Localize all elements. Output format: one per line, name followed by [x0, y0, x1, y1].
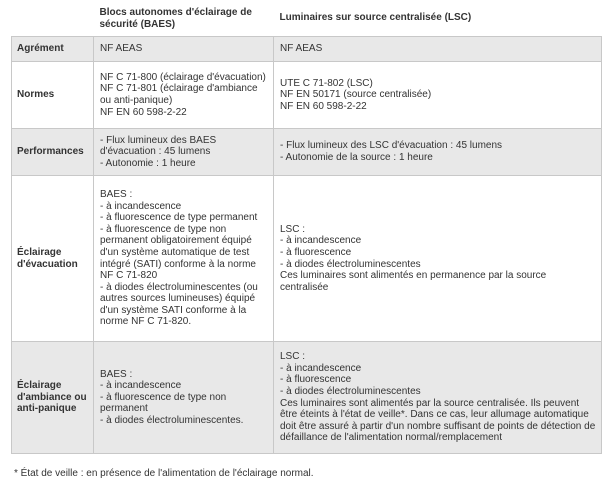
- cell-line: - à incandescence: [100, 380, 182, 392]
- cell-baes: [94, 342, 274, 454]
- cell-lsc: [274, 176, 602, 342]
- cell-line: - à fluorescence de type non permanent: [100, 391, 227, 415]
- cell-line: - à diodes électroluminescentes: [280, 385, 421, 397]
- table-row-agrement: [12, 37, 602, 62]
- cell-line: - à fluorescence: [280, 374, 352, 386]
- table-row-performances: [12, 129, 602, 176]
- row-label: Normes: [12, 62, 94, 129]
- cell-line: - Autonomie : 1 heure: [100, 157, 196, 169]
- cell-line: - à fluorescence de type non permanent obligatoirement équipé d'un système automatique de test intégré (SATI) conforme à la norme NF C 71-820: [100, 223, 256, 282]
- footnote: * État de veille : en présence de l'alimentation de l'éclairage normal.: [14, 468, 314, 479]
- cell-line: NF EN 50171 (source centralisée): [280, 89, 432, 101]
- comparison-table: [11, 7, 602, 454]
- cell-line: - à incandescence: [280, 362, 362, 374]
- cell-line: - Flux lumineux des LSC d'évacuation : 45 lumens: [280, 140, 503, 152]
- cell-line: NF C 71-800 (éclairage d'évacuation): [100, 71, 266, 83]
- header-baes: Blocs autonomes d'éclairage de sécurité (BAES): [99, 7, 252, 30]
- cell-line: - à diodes électroluminescentes: [280, 258, 421, 270]
- cell-line: UTE C 71-802 (LSC): [280, 77, 373, 89]
- cell-lsc: [274, 342, 602, 454]
- cell-line: NF AEAS: [280, 43, 323, 55]
- cell-baes: [94, 37, 274, 62]
- cell-lsc: [274, 62, 602, 129]
- cell-line: LSC :: [280, 351, 306, 363]
- comparison-page: [11, 7, 601, 479]
- cell-line: - à diodes électroluminescentes (ou autres sources lumineuses) équipé d'un système SATI conforme à la norme NF C 71-820.: [100, 281, 258, 328]
- row-label: Agrément: [12, 37, 94, 62]
- table-row-eclairage-ambiance: [12, 342, 602, 454]
- cell-line: - à diodes électroluminescentes.: [100, 414, 244, 426]
- cell-line: Ces luminaires sont alimentés par la source centralisée. Ils peuvent être éteints à l'état de veille*. Dans ce cas, leur allumage automatique doit être assuré à partir d'un nombre suffisant de points de détection de défaillance de l'alimentation normal/remplacement: [280, 397, 596, 444]
- cell-line: NF C 71-801 (éclairage d'ambiance ou anti-panique): [100, 83, 258, 106]
- cell-line: LSC :: [280, 223, 306, 235]
- cell-line: Ces luminaires sont alimentés en permanence par la source centralisée: [280, 270, 547, 293]
- cell-baes: [94, 62, 274, 129]
- row-label: Éclairage d'ambiance ou anti-panique: [12, 342, 94, 454]
- cell-baes: [94, 129, 274, 176]
- cell-line: - à incandescence: [100, 200, 182, 212]
- cell-line: - à fluorescence de type permanent: [100, 212, 258, 224]
- header-lsc: Luminaires sur source centralisée (LSC): [279, 12, 472, 23]
- cell-line: NF AEAS: [100, 43, 143, 55]
- cell-baes: [94, 176, 274, 342]
- cell-lsc: [274, 129, 602, 176]
- row-label: Éclairage d'évacuation: [12, 176, 94, 342]
- cell-line: NF EN 60 598-2-22: [280, 100, 367, 112]
- row-label: Performances: [12, 129, 94, 176]
- table-header-row: [12, 7, 602, 37]
- header-empty-cell: [12, 7, 94, 37]
- cell-lsc: [274, 37, 602, 62]
- cell-line: - Autonomie de la source : 1 heure: [280, 152, 433, 163]
- cell-line: BAES :: [100, 368, 133, 380]
- cell-line: NF EN 60 598-2-22: [100, 106, 187, 118]
- cell-line: BAES :: [100, 188, 133, 200]
- cell-line: - à incandescence: [280, 235, 362, 247]
- table-row-eclairage-evacuation: [12, 176, 602, 342]
- cell-line: - Flux lumineux des BAES d'évacuation : 45 lumens: [100, 134, 217, 158]
- table-row-normes: [12, 62, 602, 129]
- cell-line: - à fluorescence: [280, 246, 352, 258]
